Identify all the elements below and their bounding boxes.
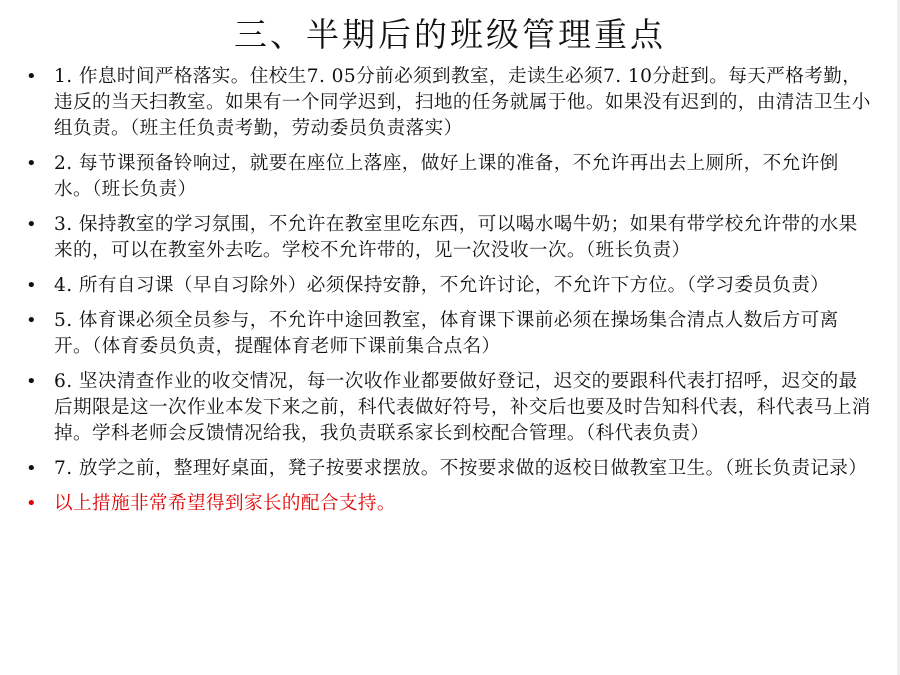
bullet-text: 3. 保持教室的学习氛围，不允许在教室里吃东西，可以喝水喝牛奶；如果有带学校允许带的水果来的，可以在教室外去吃。学校不允许带的，见一次没收一次。（班长负责） (54, 214, 858, 261)
bullet-text: 7. 放学之前，整理好桌面，凳子按要求摆放。不按要求做的返校日做教室卫生。（班长负责记录） (54, 458, 868, 479)
bullet-item-6 (26, 369, 872, 447)
bullet-item-5 (26, 308, 872, 360)
bullet-dot-icon: • (26, 66, 38, 87)
bullet-text: 2. 每节课预备铃响过，就要在座位上落座，做好上课的准备，不允许再出去上厕所，不允许倒水。（班长负责） (54, 153, 839, 200)
bullet-item-2 (26, 151, 872, 203)
bullet-list (26, 64, 872, 526)
closing-statement (26, 491, 872, 517)
bullet-item-4 (26, 273, 872, 299)
bullet-dot-icon: • (26, 493, 38, 514)
bullet-dot-icon: • (26, 214, 38, 235)
bullet-dot-icon: • (26, 310, 38, 331)
bullet-text: 1. 作息时间严格落实。住校生7. 05分前必须到教室，走读生必须7. 10分赶到。每天严格考勤，违反的当天扫教室。如果有一个同学迟到，扫地的任务就属于他。如果没有迟到的，由清洁卫生小组负责。（班主任负责考勤，劳动委员负责落实） (54, 66, 871, 139)
bullet-item-1 (26, 64, 872, 142)
closing-text: 以上措施非常希望得到家长的配合支持。 (54, 493, 396, 514)
bullet-dot-icon: • (26, 275, 38, 296)
bullet-dot-icon: • (26, 371, 38, 392)
bullet-text: 5. 体育课必须全员参与，不允许中途回教室，体育课下课前必须在操场集合清点人数后方可离开。（体育委员负责，提醒体育老师下课前集合点名） (54, 310, 839, 357)
slide-title: 三、半期后的班级管理重点 (234, 15, 666, 54)
bullet-item-7 (26, 456, 872, 482)
bullet-item-3 (26, 212, 872, 264)
bullet-text: 4. 所有自习课（早自习除外）必须保持安静，不允许讨论，不允许下方位。（学习委员负责） (54, 275, 830, 296)
bullet-text: 6. 坚决清查作业的收交情况，每一次收作业都要做好登记，迟交的要跟科代表打招呼，迟交的最后期限是这一次作业本发下来之前，科代表做好符号，补交后也要及时告知科代表，科代表马上消掉。学科老师会反馈情况给我，我负责联系家长到校配合管理。（科代表负责） (54, 371, 871, 444)
bullet-dot-icon: • (26, 458, 38, 479)
bullet-dot-icon: • (26, 153, 38, 174)
